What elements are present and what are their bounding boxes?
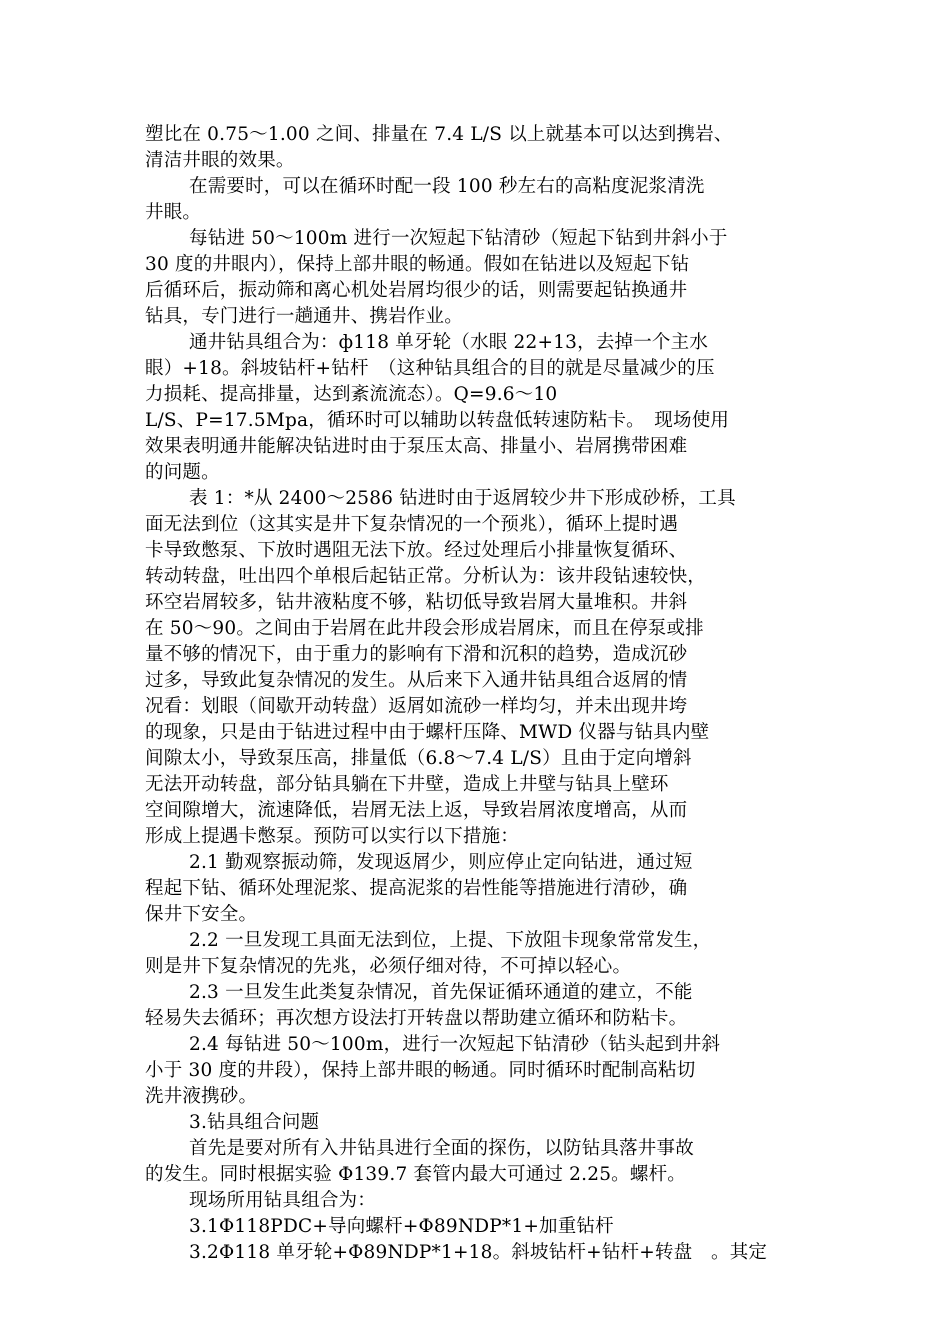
text-line: 3.2Φ118 单牙轮+Φ89NDP*1+18。斜坡钻杆+钻杆+转盘 。其定 <box>189 1242 768 1263</box>
text-line: 量不够的情况下，由于重力的影响有下滑和沉积的趋势，造成沉砂 <box>145 644 688 665</box>
text-line: 井眼。 <box>145 202 202 223</box>
text-line: 3.1Φ118PDC+导向螺杆+Φ89NDP*1+加重钻杆 <box>189 1216 614 1237</box>
text-line: 力损耗、提高排量，达到紊流流态）。Q=9.6～10 <box>145 384 558 405</box>
text-line: 2.4 每钻进 50～100m，进行一次短起下钻清砂（钻头起到井斜 <box>189 1034 721 1055</box>
text-line: 在需要时，可以在循环时配一段 100 秒左右的高粘度泥浆清洗 <box>189 176 705 197</box>
text-line: 轻易失去循环；再次想方设法打开转盘以帮助建立循环和防粘卡。 <box>145 1008 688 1029</box>
text-line: 塑比在 0.75～1.00 之间、排量在 7.4 L/S 以上就基本可以达到携岩、 <box>145 124 733 145</box>
text-line: 无法开动转盘，部分钻具躺在下井壁，造成上井壁与钻具上壁环 <box>145 774 669 795</box>
text-line: 间隙太小，导致泵压高，排量低（6.8～7.4 L/S）且由于定向增斜 <box>145 748 692 769</box>
text-line: 2.3 一旦发生此类复杂情况，首先保证循环通道的建立，不能 <box>189 982 693 1003</box>
text-line: 每钻进 50～100m 进行一次短起下钻清砂（短起下钻到井斜小于 <box>189 228 728 249</box>
text-line: 眼）+18。斜坡钻杆+钻杆 （这种钻具组合的目的就是尽量减少的压 <box>145 358 715 379</box>
text-line: 3.钻具组合问题 <box>189 1112 320 1133</box>
text-line: 后循环后，振动筛和离心机处岩屑均很少的话，则需要起钻换通井 <box>145 280 688 301</box>
text-line: 则是井下复杂情况的先兆，必须仔细对待，不可掉以轻心。 <box>145 956 632 977</box>
text-line: 形成上提遇卡憋泵。预防可以实行以下措施： <box>145 826 520 847</box>
text-line: 况看：划眼（间歇开动转盘）返屑如流砂一样均匀，并未出现井垮 <box>145 696 688 717</box>
text-line: 清洁井眼的效果。 <box>145 150 295 171</box>
text-line: 的现象，只是由于钻进过程中由于螺杆压降、MWD 仪器与钻具内壁 <box>145 722 710 743</box>
text-line: 洗井液携砂。 <box>145 1086 258 1107</box>
text-line: 卡导致憋泵、下放时遇阻无法下放。经过处理后小排量恢复循环、 <box>145 540 688 561</box>
text-line: 钻具，专门进行一趟通井、携岩作业。 <box>145 306 463 327</box>
text-line: 保井下安全。 <box>145 904 258 925</box>
text-line: 的发生。同时根据实验 Φ139.7 套管内最大可通过 2.25。螺杆。 <box>145 1164 686 1185</box>
text-line: 首先是要对所有入井钻具进行全面的探伤，以防钻具落井事故 <box>189 1138 694 1159</box>
text-line: 空间隙增大，流速降低，岩屑无法上返，导致岩屑浓度增高，从而 <box>145 800 688 821</box>
text-line: 现场所用钻具组合为： <box>189 1190 377 1211</box>
document-body <box>145 122 807 1266</box>
text-line: 30 度的井眼内），保持上部井眼的畅通。假如在钻进以及短起下钻 <box>145 254 690 275</box>
text-line: 面无法到位（这其实是井下复杂情况的一个预兆），循环上提时遇 <box>145 514 679 535</box>
text-line: 环空岩屑较多，钻井液粘度不够，粘切低导致岩屑大量堆积。井斜 <box>145 592 688 613</box>
text-line: 的问题。 <box>145 462 220 483</box>
text-line: L/S、P=17.5Mpa，循环时可以辅助以转盘低转速防粘卡。 现场使用 <box>145 410 730 431</box>
text-line: 2.1 勤观察振动筛，发现返屑少，则应停止定向钻进，通过短 <box>189 852 693 873</box>
text-line: 程起下钻、循环处理泥浆、提高泥浆的岩性能等措施进行清砂，确 <box>145 878 688 899</box>
text-line: 小于 30 度的井段），保持上部井眼的畅通。同时循环时配制高粘切 <box>145 1060 696 1081</box>
text-line: 转动转盘，吐出四个单根后起钻正常。分析认为：该井段钻速较快， <box>145 566 707 587</box>
text-line: 过多，导致此复杂情况的发生。从后来下入通井钻具组合返屑的情 <box>145 670 688 691</box>
text-line: 表 1：*从 2400～2586 钻进时由于返屑较少井下形成砂桥，工具 <box>189 488 736 509</box>
text-line: 通井钻具组合为：ф118 单牙轮（水眼 22+13，去掉一个主水 <box>189 332 709 353</box>
text-line: 效果表明通井能解决钻进时由于泵压太高、排量小、岩屑携带困难 <box>145 436 688 457</box>
text-line: 2.2 一旦发现工具面无法到位，上提、下放阻卡现象常常发生， <box>189 930 712 951</box>
text-line: 在 50～90。之间由于岩屑在此井段会形成岩屑床，而且在停泵或排 <box>145 618 704 639</box>
